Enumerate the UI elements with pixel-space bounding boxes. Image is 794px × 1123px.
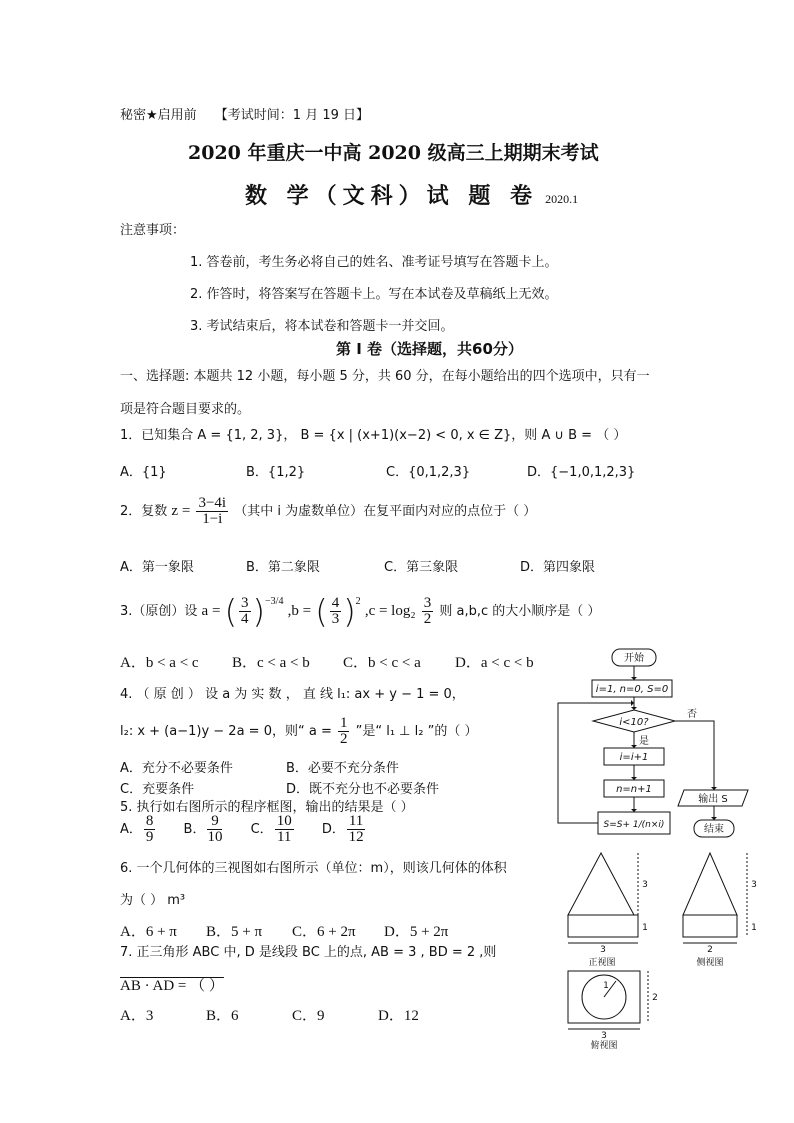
note-item-1: 1. 答卷前，考生务必将自己的姓名、准考证号填写在答题卡上。 (190, 255, 558, 270)
secret-label: 秘密★启用前 (120, 108, 197, 123)
q5-stem: 5. 执行如右图所示的程序框图，输出的结果是（ ） (120, 800, 414, 815)
note-item-3: 3. 考试结束后，将本试卷和答题卡一并交回。 (190, 319, 454, 334)
q2-stem (120, 496, 536, 527)
paper-date: 2020.1 (545, 192, 579, 206)
q6-option-a: A．6 + π (120, 924, 177, 940)
flow-cond-text: i<10? (619, 717, 649, 728)
q7-option-d: D．12 (378, 1008, 419, 1024)
q5-options (120, 814, 367, 845)
q3-b-exp: 2 (355, 596, 361, 607)
q4-line1: 4. （ 原 创 ） 设 a 为 实 数 ， 直 线 l₁: ax + y − 1 = 0， (120, 687, 465, 702)
q2-option-d: D．第四象限 (520, 560, 596, 575)
q2-prefix: 2．复数 (120, 504, 168, 519)
front-view-triangle (568, 853, 634, 915)
flow-step-s-text: S=S+ 1/(n×i) (603, 820, 665, 830)
q5-option-a: A． (120, 822, 142, 837)
flow-step-i-text: i=i+1 (619, 752, 649, 763)
flow-yes-label: 是 (639, 736, 649, 747)
q7-option-a: A．3 (120, 1008, 154, 1024)
flow-start-text: 开始 (624, 653, 644, 664)
dim-front-base: 1 (642, 923, 648, 933)
q3-prefix: 3.（原创）设 (120, 604, 198, 619)
header (120, 104, 369, 123)
section-intro-2: 项是符合题目要求的。 (120, 402, 251, 417)
q3-option-a: A．b < a < c (120, 655, 199, 671)
notes-heading: 注意事项： (120, 223, 186, 238)
flow-init-text: i=1, n=0, S=0 (595, 684, 669, 695)
q2-z: z = (171, 503, 191, 519)
q7-option-c: C．9 (292, 1008, 325, 1024)
q7-line2: AB · AD = （ ） (120, 978, 224, 994)
q1-stem: 1．已知集合 A = {1, 2, 3}， B = {x | (x+1)(x−2) < 0, x ∈ Z}，则 A ∪ B = （ ） (120, 428, 627, 443)
q2-num: 3−4i (198, 495, 227, 511)
q7-line1: 7. 正三角形 ABC 中, D 是线段 BC 上的点, AB = 3 , BD = 2 ,则 (120, 945, 497, 960)
q1-option-c: C．{0,1,2,3} (386, 465, 471, 480)
section-intro-1: 一、选择题: 本题共 12 小题，每小题 5 分，共 60 分，在每小题给出的四个选项中，只有一 (120, 369, 650, 384)
q4-half-den: 2 (339, 731, 348, 747)
q2-option-c: C．第三象限 (384, 560, 459, 575)
flow-step-n-text: n=n+1 (616, 784, 652, 795)
dim-side-base: 1 (751, 923, 757, 933)
paper-title: 数 学（文科）试 题 卷 (245, 183, 538, 209)
q4-option-b: B．必要不充分条件 (286, 761, 399, 776)
top-view-label: 俯视图 (590, 1041, 618, 1050)
q5-d-num: 11 (348, 813, 364, 829)
q6-option-d: D．5 + 2π (384, 924, 449, 940)
flow-output-text: 输出 S (698, 794, 728, 805)
front-view-base (568, 915, 638, 937)
q3-b-eq: ,b = (287, 603, 312, 619)
q3-option-b: B．c < a < b (232, 655, 310, 671)
q7-option-b: B．6 (206, 1008, 239, 1024)
q5-option-d: D． (321, 822, 345, 837)
q3-c-num: 3 (423, 595, 432, 611)
q2-option-a: A．第一象限 (120, 560, 194, 575)
exam-title: 2020 年重庆一中高 2020 级高三上期期末考试 (188, 142, 599, 164)
q3-a-num: 3 (241, 595, 249, 611)
q4-half-num: 1 (339, 715, 348, 731)
q2-option-b: B．第二象限 (246, 560, 320, 575)
q3-a-den: 4 (241, 611, 249, 627)
q5-c-num: 10 (276, 813, 292, 829)
dim-radius: 1 (603, 981, 609, 991)
q1-option-b: B．{1,2} (246, 465, 306, 480)
dim-front-height: 3 (642, 880, 648, 890)
q5-a-den: 9 (145, 829, 154, 845)
side-view-base (683, 915, 737, 937)
flow-no-label: 否 (687, 709, 697, 720)
q3-a-exp: −3/4 (265, 596, 284, 607)
q6-option-c: C．6 + 2π (292, 924, 356, 940)
dim-side-width: 2 (707, 945, 713, 955)
q4-option-a: A．充分不必要条件 (120, 761, 233, 776)
q3-option-c: C．b < c < a (343, 655, 421, 671)
dim-front-width: 3 (600, 945, 606, 955)
exam-time: 【考试时间：1 月 19 日】 (214, 108, 370, 123)
note-item-2: 2. 作答时，将答案写在答题卡上。写在本试卷及草稿纸上无效。 (190, 287, 558, 302)
q2-den: 1−i (202, 511, 223, 527)
q5-d-den: 12 (348, 829, 364, 845)
three-views-diagram (560, 845, 760, 1050)
dim-top-width: 3 (601, 1031, 607, 1041)
q5-b-num: 9 (207, 814, 222, 830)
q3-suffix: 则 a,b,c 的大小顺序是（ ） (439, 604, 601, 619)
front-view-label: 正视图 (588, 958, 616, 968)
q6-option-b: B．5 + π (206, 924, 263, 940)
q6-line1: 6. 一个几何体的三视图如右图所示（单位：m），则该几何体的体积 (120, 861, 507, 876)
q3-option-d: D．a < c < b (455, 655, 534, 671)
q3-a-eq: a = (201, 603, 221, 619)
q1-option-d: D．{−1,0,1,2,3} (527, 465, 636, 480)
q4-option-c: C．充要条件 (120, 782, 195, 797)
section-title: 第 I 卷（选择题，共60分） (336, 340, 523, 358)
side-view-label: 侧视图 (696, 958, 724, 968)
q2-fraction (196, 496, 228, 527)
q3-c-den: 2 (423, 611, 432, 627)
flowchart (550, 640, 770, 845)
q3-b-den: 3 (331, 611, 340, 627)
q3-c-eq: ,c = log₂ (364, 603, 416, 619)
dim-side-height: 3 (751, 880, 757, 890)
q2-suffix: （其中 i 为虚数单位）在复平面内对应的点位于（ ） (234, 504, 537, 519)
q5-option-b: B． (183, 822, 206, 837)
q1-option-a: A．{1} (120, 465, 167, 480)
q5-option-c: C． (250, 822, 273, 837)
q4-line2-prefix: l₂: x + (a−1)y − 2a = 0，则“ a = (120, 724, 332, 739)
paper-title-row (245, 179, 578, 210)
q5-b-den: 10 (207, 829, 223, 845)
q6-line2: 为（ ） m³ (120, 893, 186, 908)
q3-b-num: 4 (331, 595, 340, 611)
q5-a-num: 8 (145, 813, 154, 829)
q4-option-d: D．既不充分也不必要条件 (286, 782, 440, 797)
q3-stem: 3.（原创）设 a = ( $\frac{3}{4}$ )$^{-3/4}$ ,b = ( $\frac{4}{3}$ )$^2$ ,c = log₂ $\frac{3}{2}$ 则 a,b,c 的大小顺序是（ ） (120, 592, 601, 631)
flow-end-text: 结束 (704, 824, 724, 835)
q5-c-den: 11 (276, 829, 292, 845)
q4-line2 (120, 716, 477, 747)
dim-top-height: 2 (652, 993, 658, 1003)
side-view-triangle (683, 853, 737, 915)
q4-line2-suffix: ”是“ l₁ ⊥ l₂ ”的（ ） (355, 724, 478, 739)
